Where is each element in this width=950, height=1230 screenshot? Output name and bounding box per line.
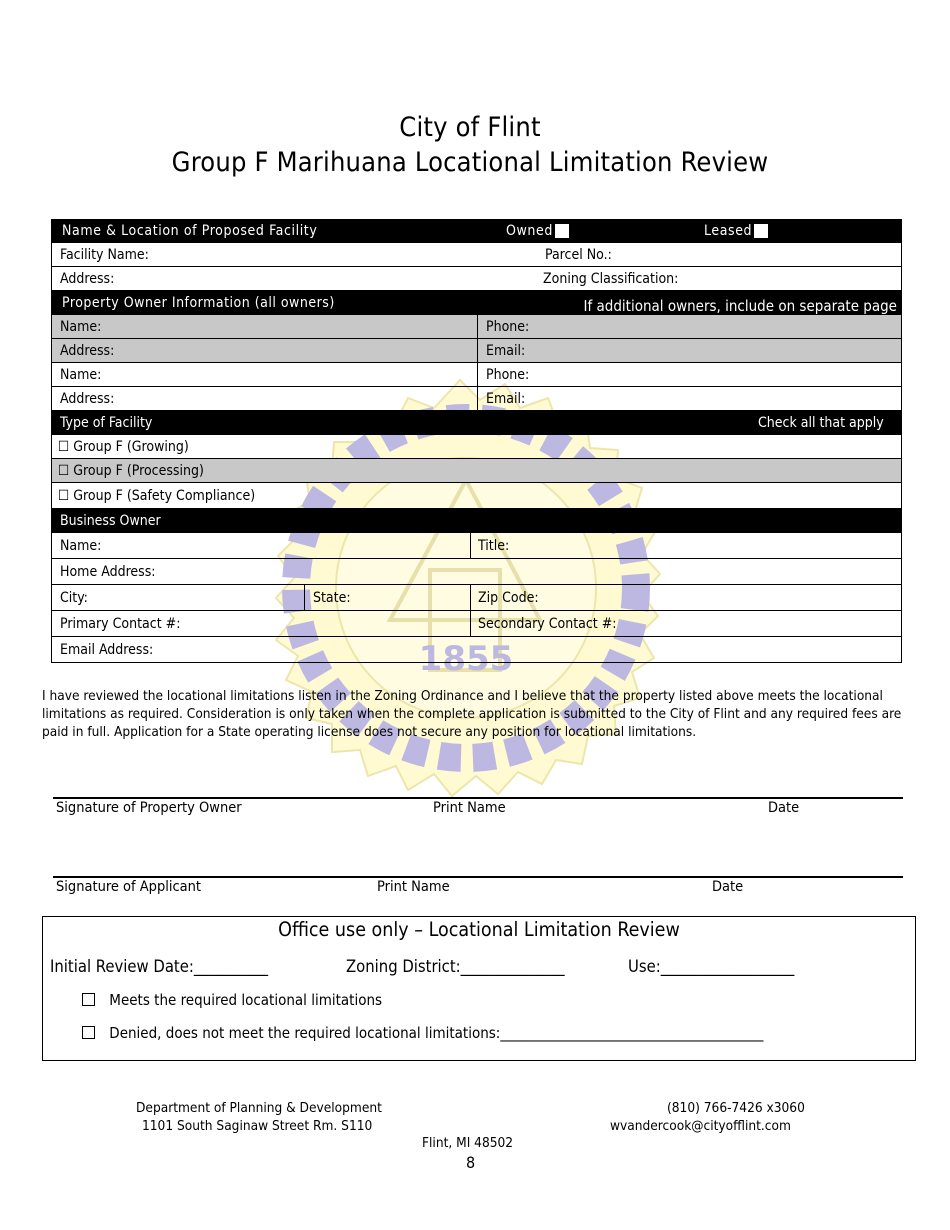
application-form xyxy=(51,219,902,663)
type-option-growing[interactable] xyxy=(51,435,902,459)
home-address-row[interactable] xyxy=(51,559,902,585)
home-address-label: Home Address: xyxy=(60,563,156,580)
primary-contact-label: Primary Contact #: xyxy=(60,615,181,632)
office-use-box xyxy=(42,916,916,1061)
facility-address-row[interactable] xyxy=(51,267,902,291)
property-owner-note: If additional owners, include on separate page xyxy=(583,296,897,315)
leased-option[interactable] xyxy=(696,219,768,242)
owned-checkbox[interactable] xyxy=(555,224,569,238)
zoning-district-field[interactable]: Zoning District:______________ xyxy=(346,957,565,976)
owner-print-name-label: Print Name xyxy=(433,800,506,816)
facility-name-row[interactable] xyxy=(51,243,902,267)
secondary-contact-label: Secondary Contact #: xyxy=(478,615,617,632)
owner-address-label-2: Address: xyxy=(60,390,115,407)
office-title: Office use only – Locational Limitation Review xyxy=(278,918,680,941)
owner-signature-line[interactable] xyxy=(53,797,903,799)
contact-row[interactable] xyxy=(51,611,902,637)
facility-name-label: Facility Name: xyxy=(60,246,149,263)
footer-department: Department of Planning & Development xyxy=(136,1100,382,1116)
owner-email-label-2: Email: xyxy=(486,390,526,407)
meets-option[interactable] xyxy=(82,991,382,1009)
business-email-label: Email Address: xyxy=(60,641,154,658)
page-number: 8 xyxy=(466,1153,476,1172)
business-title-label: Title: xyxy=(478,537,510,554)
business-owner-header: Business Owner xyxy=(60,512,161,529)
denied-label: Denied, does not meet the required locational limitations:_______________________________________ xyxy=(109,1024,764,1042)
title-line-1: City of Flint xyxy=(399,112,541,143)
footer-email[interactable]: wvandercook@cityofflint.com xyxy=(610,1118,791,1134)
email-row[interactable] xyxy=(51,637,902,663)
owner-row-1[interactable] xyxy=(51,315,902,339)
business-owner-header-row xyxy=(51,509,902,533)
applicant-signature-label: Signature of Applicant xyxy=(56,879,202,895)
owner-phone-label-2: Phone: xyxy=(486,366,530,383)
type-option-safety[interactable] xyxy=(51,483,902,509)
property-owner-header-row xyxy=(51,291,902,315)
title-line-2: Group F Marihuana Locational Limitation Review xyxy=(171,147,769,178)
denied-checkbox[interactable] xyxy=(82,1026,95,1039)
use-field[interactable]: Use:__________________ xyxy=(628,957,795,976)
owner-date-label: Date xyxy=(768,800,800,816)
leased-label: Leased xyxy=(704,222,753,239)
property-owner-header: Property Owner Information (all owners) xyxy=(62,294,335,311)
facility-header: Name & Location of Proposed Facility xyxy=(62,222,318,239)
footer-city: Flint, MI 48502 xyxy=(422,1135,514,1151)
owner-email-label: Email: xyxy=(486,342,526,359)
footer-street: 1101 South Saginaw Street Rm. S110 xyxy=(142,1118,373,1134)
zip-label: Zip Code: xyxy=(478,589,539,606)
type-option-label: ☐ Group F (Growing) xyxy=(58,438,189,455)
applicant-date-label: Date xyxy=(712,879,744,895)
owner-row-2[interactable] xyxy=(51,339,902,363)
meets-label: Meets the required locational limitations xyxy=(109,991,383,1009)
owned-option[interactable] xyxy=(498,219,569,242)
city-state-zip-row[interactable] xyxy=(51,585,902,611)
owner-address-label: Address: xyxy=(60,342,115,359)
denied-option[interactable] xyxy=(82,1024,763,1042)
owner-phone-label: Phone: xyxy=(486,318,530,335)
state-label: State: xyxy=(313,589,351,606)
statement-paragraph: I have reviewed the locational limitations listen in the Zoning Ordinance and I believe that the property listed above meets the locational limitations as required. Consideration is only taken when the complete application is submitted to the City of Flint and any required fees are paid in full. Application for a State operating license does not secure any position for locational limitations. xyxy=(42,688,902,740)
footer-phone: (810) 766-7426 x3060 xyxy=(667,1100,805,1116)
meets-checkbox[interactable] xyxy=(82,993,95,1006)
business-name-row[interactable] xyxy=(51,533,902,559)
leased-checkbox[interactable] xyxy=(754,224,768,238)
owner-name-label: Name: xyxy=(60,318,102,335)
facility-type-header: Type of Facility xyxy=(60,414,153,431)
facility-type-note: Check all that apply xyxy=(758,414,884,431)
owner-row-4[interactable] xyxy=(51,387,902,411)
type-option-label: ☐ Group F (Processing) xyxy=(58,462,204,479)
zoning-label: Zoning Classification: xyxy=(543,270,679,287)
facility-header-row xyxy=(51,219,902,243)
owned-label: Owned xyxy=(506,222,553,239)
parcel-label: Parcel No.: xyxy=(545,246,612,263)
type-option-label: ☐ Group F (Safety Compliance) xyxy=(58,487,256,504)
owner-name-label-2: Name: xyxy=(60,366,102,383)
facility-address-label: Address: xyxy=(60,270,115,287)
applicant-signature-line[interactable] xyxy=(53,876,903,878)
type-option-processing[interactable] xyxy=(51,459,902,483)
initial-review-field[interactable]: Initial Review Date:__________ xyxy=(50,957,269,976)
city-label: City: xyxy=(60,589,88,606)
business-name-label: Name: xyxy=(60,537,102,554)
facility-type-header-row xyxy=(51,411,902,435)
applicant-print-name-label: Print Name xyxy=(377,879,450,895)
owner-row-3[interactable] xyxy=(51,363,902,387)
owner-signature-label: Signature of Property Owner xyxy=(56,800,242,816)
seal-year: 1855 xyxy=(418,639,514,679)
